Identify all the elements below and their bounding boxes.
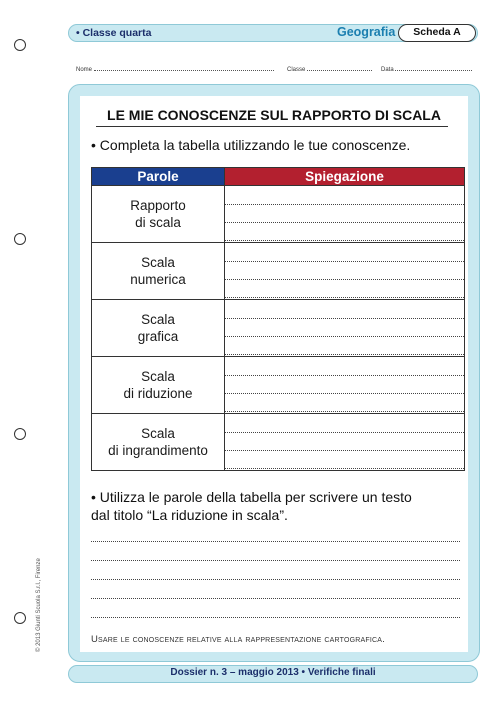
answer-line[interactable] bbox=[225, 337, 464, 355]
footer-text: Dossier n. 3 – maggio 2013 • Verifiche finali bbox=[170, 667, 376, 678]
explanation-answer-cell[interactable] bbox=[225, 186, 465, 243]
answer-line[interactable] bbox=[225, 244, 464, 262]
subject-label: Geografia bbox=[337, 25, 396, 39]
explanation-answer-cell[interactable] bbox=[225, 357, 465, 414]
column-header-explanation: Spiegazione bbox=[225, 168, 465, 186]
answer-line[interactable] bbox=[225, 187, 464, 205]
answer-line[interactable] bbox=[225, 319, 464, 337]
word-line-1: Rapporto bbox=[130, 198, 186, 213]
word-line-2: di ingrandimento bbox=[108, 443, 208, 458]
name-label: Nome bbox=[76, 67, 93, 73]
page-title: LE MIE CONOSCENZE SUL RAPPORTO DI SCALA bbox=[107, 107, 441, 123]
writing-line[interactable] bbox=[91, 578, 460, 580]
word-cell bbox=[92, 414, 225, 471]
answer-line[interactable] bbox=[225, 376, 464, 394]
date-field[interactable] bbox=[381, 64, 472, 73]
copyright-text: © 2013 Giunti Scuola S.r.l., Firenze bbox=[36, 558, 42, 652]
word-cell bbox=[92, 357, 225, 414]
writing-line[interactable] bbox=[91, 616, 460, 618]
instruction-table: • Completa la tabella utilizzando le tue conoscenze. bbox=[91, 137, 411, 153]
writing-line[interactable] bbox=[91, 559, 460, 561]
answer-line[interactable] bbox=[225, 433, 464, 451]
table-row bbox=[92, 243, 465, 300]
word-line-2: grafica bbox=[137, 329, 179, 344]
sheet-badge: Scheda A bbox=[398, 24, 476, 42]
instruction-writing-line-1: • Utilizza le parole della tabella per scrivere un testo bbox=[91, 489, 412, 505]
word-cell bbox=[92, 186, 225, 243]
binder-hole bbox=[14, 39, 26, 51]
table-row bbox=[92, 357, 465, 414]
binder-hole bbox=[14, 428, 26, 440]
word-line-1: Scala bbox=[141, 369, 175, 384]
explanation-answer-cell[interactable] bbox=[225, 414, 465, 471]
explanation-answer-cell[interactable] bbox=[225, 300, 465, 357]
word-line-1: Scala bbox=[141, 426, 175, 441]
name-field[interactable] bbox=[76, 64, 274, 73]
class-field-label: Classe bbox=[287, 67, 306, 73]
class-label: • Classe quarta bbox=[76, 27, 152, 39]
instruction-writing-line-2: dal titolo “La riduzione in scala”. bbox=[91, 507, 288, 523]
binder-hole bbox=[14, 612, 26, 624]
answer-line[interactable] bbox=[225, 358, 464, 376]
instruction-writing bbox=[91, 488, 412, 524]
hint-note: Usare le conoscenze relative alla rappresentazione cartografica. bbox=[91, 634, 385, 645]
class-field[interactable] bbox=[287, 64, 372, 73]
answer-line[interactable] bbox=[225, 280, 464, 298]
word-line-2: numerica bbox=[130, 272, 186, 287]
answer-line[interactable] bbox=[225, 223, 464, 241]
writing-line[interactable] bbox=[91, 540, 460, 542]
table-row bbox=[92, 414, 465, 471]
word-line-2: di riduzione bbox=[123, 386, 193, 401]
answer-line[interactable] bbox=[225, 301, 464, 319]
date-label: Data bbox=[381, 67, 394, 73]
word-cell bbox=[92, 300, 225, 357]
answer-line[interactable] bbox=[225, 262, 464, 280]
words-table bbox=[91, 167, 465, 471]
writing-line[interactable] bbox=[91, 597, 460, 599]
binder-hole bbox=[14, 233, 26, 245]
word-line-1: Scala bbox=[141, 255, 175, 270]
title-divider bbox=[96, 126, 448, 127]
column-header-words: Parole bbox=[92, 168, 225, 186]
answer-line[interactable] bbox=[225, 205, 464, 223]
word-line-2: di scala bbox=[135, 215, 181, 230]
table-row bbox=[92, 186, 465, 243]
explanation-answer-cell[interactable] bbox=[225, 243, 465, 300]
answer-line[interactable] bbox=[225, 415, 464, 433]
table-row bbox=[92, 300, 465, 357]
word-cell bbox=[92, 243, 225, 300]
answer-line[interactable] bbox=[225, 451, 464, 469]
answer-line[interactable] bbox=[225, 394, 464, 412]
word-line-1: Scala bbox=[141, 312, 175, 327]
